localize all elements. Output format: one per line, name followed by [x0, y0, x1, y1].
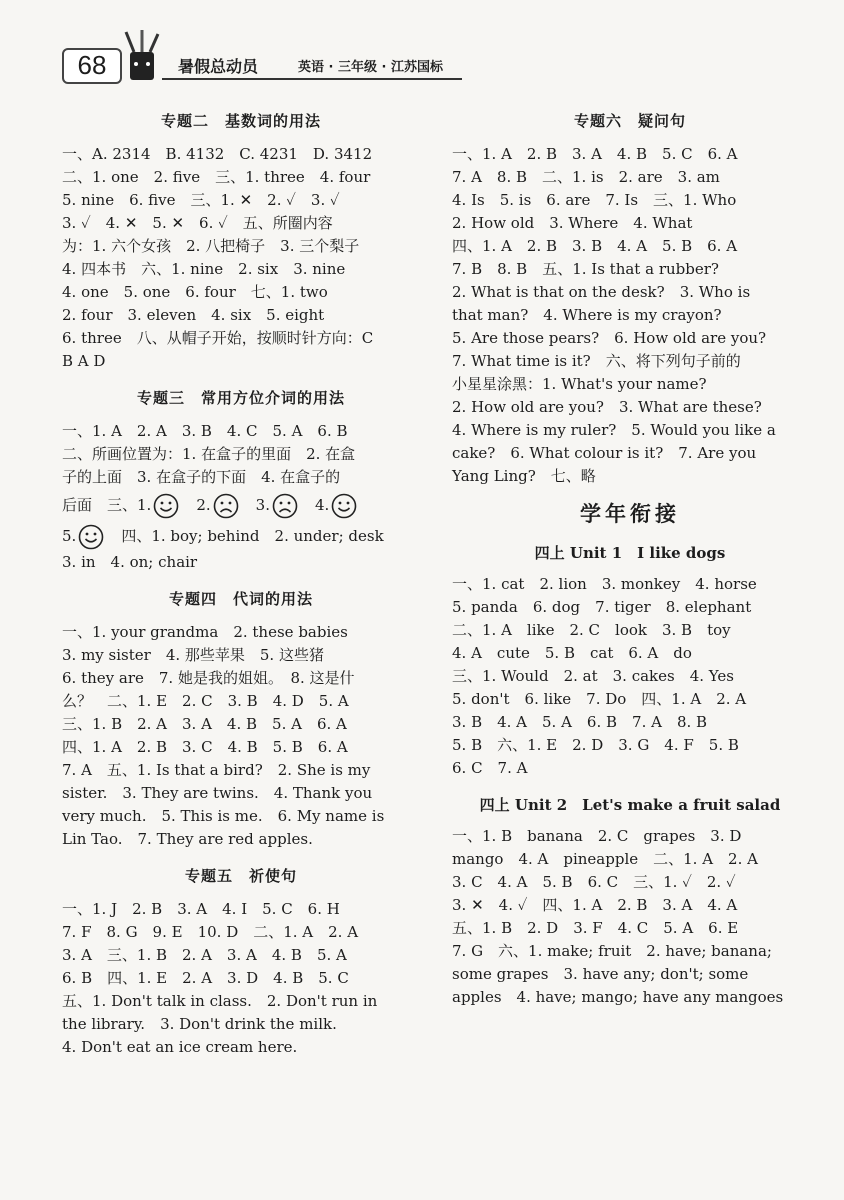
answer-line: 4. Don't eat an ice cream here. [62, 1038, 298, 1056]
answer-block [452, 143, 808, 488]
answer-line: 4. one 5. one 6. four 七、1. two [62, 283, 328, 301]
answer-block [62, 420, 420, 574]
answer-line: 3. my sister 4. 那些苹果 5. 这些猪 [62, 646, 324, 664]
answer-line: 为：1. 六个女孩 2. 八把椅子 3. 三个梨子 [62, 237, 360, 255]
answer-text: 3. [255, 496, 270, 514]
answer-line: 2. How old are you? 3. What are these? [452, 398, 762, 416]
answer-line: 7. F 8. G 9. E 10. D 二、1. A 2. A [62, 923, 359, 941]
answer-line: 四、1. A 2. B 3. B 4. A 5. B 6. A [452, 237, 738, 255]
answer-line: apples 4. have; mango; have any mangoes [452, 988, 784, 1006]
answer-block [62, 898, 420, 1059]
book-title: 暑假总动员 [178, 57, 259, 76]
answer-line: cake? 6. What colour is it? 7. Are you [452, 444, 757, 462]
answer-line: 3. ✕ 4. ✓ 四、1. A 2. B 3. A 4. A [452, 896, 738, 914]
answer-line: 一、1. A 2. A 3. B 4. C 5. A 6. B [62, 422, 348, 440]
unit-title: 四上 Unit 1 I like dogs [534, 544, 726, 562]
answer-text: 5. [62, 527, 77, 545]
page-number: 68 [62, 48, 122, 84]
answer-line: some grapes 3. have any; don't; some [452, 965, 749, 983]
answer-text: 4. [315, 496, 330, 514]
answer-line: 3. A 三、1. B 2. A 3. A 4. B 5. A [62, 946, 347, 964]
answer-line: 2. four 3. eleven 4. six 5. eight [62, 306, 325, 324]
answer-line: 二、1. A like 2. C look 3. B toy [452, 621, 731, 639]
answer-line: 3. B 4. A 5. A 6. B 7. A 8. B [452, 713, 708, 731]
answer-line: 7. B 8. B 五、1. Is that a rubber? [452, 260, 719, 278]
answer-line: 7. What time is it? 六、将下列句子前的 [452, 352, 741, 370]
answer-line: 一、1. A 2. B 3. A 4. B 5. C 6. A [452, 145, 738, 163]
answer-text: 后面 三、 [62, 496, 138, 514]
answer-line: 一、1. J 2. B 3. A 4. I 5. C 6. H [62, 900, 340, 918]
answer-line: 一、1. B banana 2. C grapes 3. D [452, 827, 742, 845]
sad-face-icon [272, 493, 298, 519]
answer-line [62, 489, 420, 521]
section-title: 专题四 代词的用法 [168, 590, 313, 608]
answer-line: 五、1. B 2. D 3. F 4. C 5. A 6. E [452, 919, 739, 937]
smiley-face-icon [153, 493, 179, 519]
answer-line: 子的上面 3. 在盒子的下面 4. 在盒子的 [62, 468, 341, 486]
answer-line: 4. Where is my ruler? 5. Would you like a [452, 421, 776, 439]
answer-line: mango 4. A pineapple 二、1. A 2. A [452, 850, 758, 868]
answer-line: 一、A. 2314 B. 4132 C. 4231 D. 3412 [62, 145, 373, 163]
answer-line: 么？ 二、1. E 2. C 3. B 4. D 5. A [62, 692, 349, 710]
answer-line [62, 521, 420, 551]
answer-line: 五、1. Don't talk in class. 2. Don't run in [62, 992, 378, 1010]
answer-line: 6. they are 7. 她是我的姐姐。 8. 这是什 [62, 669, 355, 687]
answer-block [452, 573, 808, 780]
answer-line: 三、1. Would 2. at 3. cakes 4. Yes [452, 667, 734, 685]
section-title: 专题六 疑问句 [573, 112, 686, 130]
answer-text: 四、1. boy; behind 2. under; desk [106, 527, 384, 545]
section-title: 专题三 常用方位介词的用法 [136, 389, 345, 407]
answer-line: B A D [62, 352, 106, 370]
section-title: 专题五 祈使句 [184, 867, 297, 885]
answer-line: the library. 3. Don't drink the milk. [62, 1015, 337, 1033]
answer-line: 3. C 4. A 5. B 6. C 三、1. ✓ 2. ✓ [452, 873, 736, 891]
answer-line: 5. Are those pears? 6. How old are you? [452, 329, 767, 347]
answer-line: 7. A 8. B 二、1. is 2. are 3. am [452, 168, 720, 186]
smiley-face-icon [331, 493, 357, 519]
section-title: 专题二 基数词的用法 [160, 112, 321, 130]
answer-text: 1. [137, 496, 152, 514]
book-subtitle: 英语 · 三年级 · 江苏国标 [298, 60, 443, 75]
answer-line: sister. 3. They are twins. 4. Thank you [62, 784, 373, 802]
transition-heading: 学年衔接 [580, 502, 680, 526]
right-column [452, 108, 808, 1009]
answer-line: 7. G 六、1. make; fruit 2. have; banana; [452, 942, 772, 960]
answer-line: 5. don't 6. like 7. Do 四、1. A 2. A [452, 690, 747, 708]
answer-block [452, 825, 808, 1009]
pencil-cup-icon [122, 30, 162, 82]
header-bar [162, 52, 462, 80]
answer-line: 小星星涂黑：1. What's your name? [452, 375, 707, 393]
page-header [62, 48, 472, 82]
answer-block [62, 143, 420, 373]
answer-text: 2. [196, 496, 211, 514]
answer-line: 2. How old 3. Where 4. What [452, 214, 693, 232]
answer-line: very much. 5. This is me. 6. My name is [62, 807, 385, 825]
answer-line: 一、1. your grandma 2. these babies [62, 623, 348, 641]
answer-line: 4. A cute 5. B cat 6. A do [452, 644, 692, 662]
answer-block [62, 621, 420, 851]
answer-line: 5. panda 6. dog 7. tiger 8. elephant [452, 598, 752, 616]
answer-line: that man? 4. Where is my crayon? [452, 306, 722, 324]
answer-line: 3. ✓ 4. ✕ 5. ✕ 6. ✓ 五、所圈内容 [62, 214, 333, 232]
unit-title: 四上 Unit 2 Let's make a fruit salad [479, 796, 781, 814]
answer-line: 6. C 7. A [452, 759, 528, 777]
answer-line: Yang Ling? 七、略 [452, 467, 596, 485]
answer-line: 2. What is that on the desk? 3. Who is [452, 283, 751, 301]
answer-line: 7. A 五、1. Is that a bird? 2. She is my [62, 761, 371, 779]
answer-line: 6. B 四、1. E 2. A 3. D 4. B 5. C [62, 969, 349, 987]
answer-line: 四、1. A 2. B 3. C 4. B 5. B 6. A [62, 738, 348, 756]
answer-line: 4. 四本书 六、1. nine 2. six 3. nine [62, 260, 346, 278]
answer-line: 5. nine 6. five 三、1. ✕ 2. ✓ 3. ✓ [62, 191, 340, 209]
answer-line: 4. Is 5. is 6. are 7. Is 三、1. Who [452, 191, 737, 209]
left-column [62, 108, 420, 1059]
answer-line: 3. in 4. on; chair [62, 553, 198, 571]
answer-line: Lin Tao. 7. They are red apples. [62, 830, 313, 848]
answer-line: 二、所画位置为：1. 在盒子的里面 2. 在盒 [62, 445, 356, 463]
answer-line: 6. three 八、从帽子开始，按顺时针方向：C [62, 329, 374, 347]
answer-line: 一、1. cat 2. lion 3. monkey 4. horse [452, 575, 757, 593]
answer-line: 二、1. one 2. five 三、1. three 4. four [62, 168, 371, 186]
smiley-face-icon [78, 524, 104, 550]
sad-face-icon [213, 493, 239, 519]
answer-line: 5. B 六、1. E 2. D 3. G 4. F 5. B [452, 736, 739, 754]
answer-line: 三、1. B 2. A 3. A 4. B 5. A 6. A [62, 715, 347, 733]
